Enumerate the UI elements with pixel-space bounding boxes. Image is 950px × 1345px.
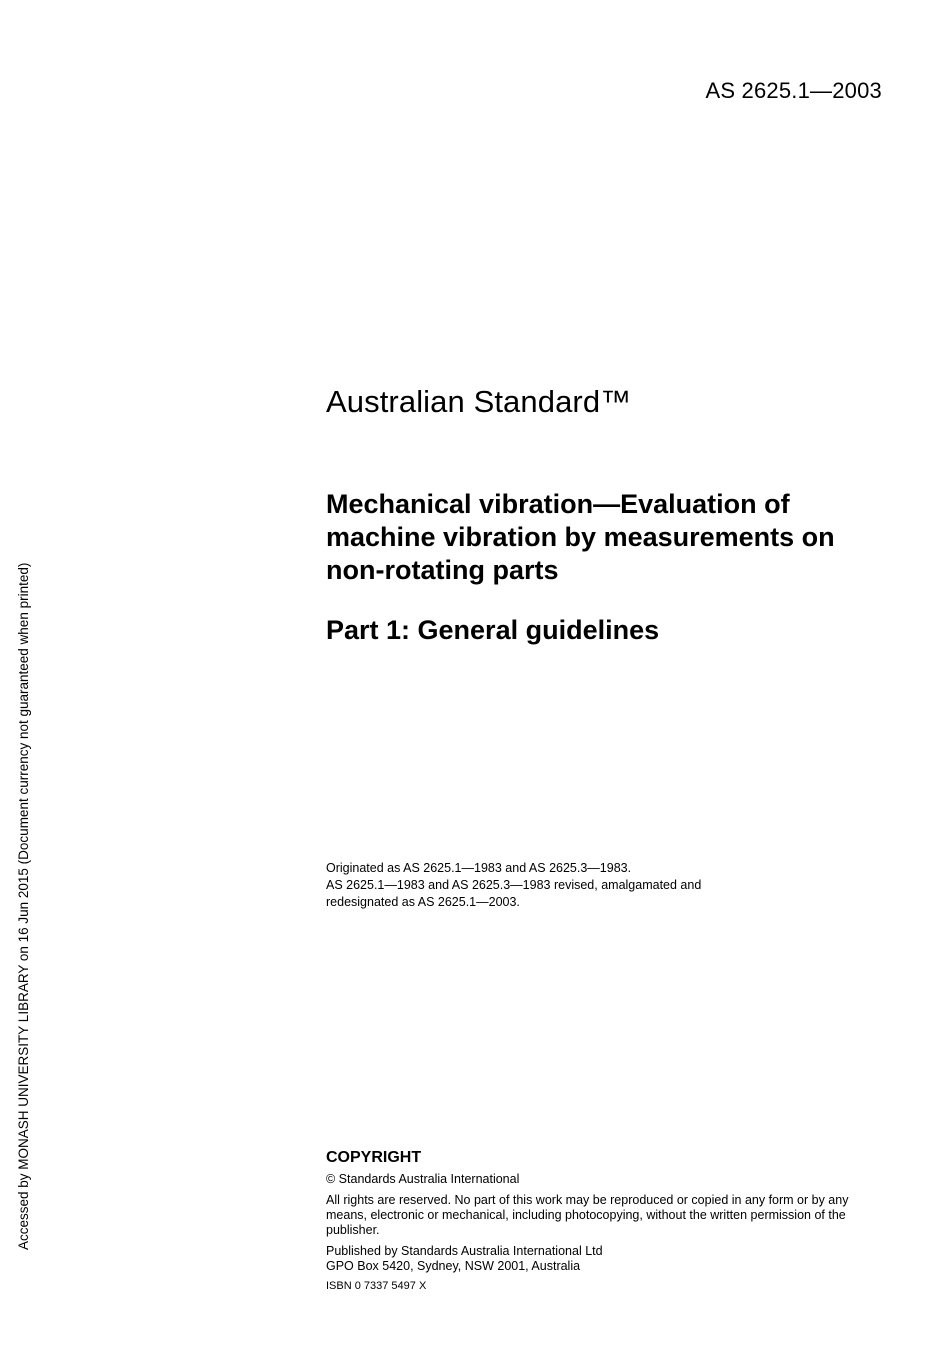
brand-label: Australian Standard™ bbox=[326, 384, 632, 419]
document-number: AS 2625.1—2003 bbox=[705, 78, 882, 103]
isbn: ISBN 0 7337 5497 X bbox=[326, 1280, 427, 1292]
origin-line: AS 2625.1—1983 and AS 2625.3—1983 revised, amalgamated and bbox=[326, 878, 702, 892]
part-title: Part 1: General guidelines bbox=[326, 615, 660, 645]
publisher-info bbox=[326, 1244, 886, 1274]
rights-line: means, electronic or mechanical, including photocopying, without the written permission of the bbox=[326, 1208, 846, 1222]
rights-line: publisher. bbox=[326, 1223, 380, 1237]
access-stamp: Accessed by MONASH UNIVERSITY LIBRARY on 16 Jun 2015 (Document currency not guaranteed when printed) bbox=[16, 562, 31, 1250]
copyright-holder: © Standards Australia International bbox=[326, 1172, 520, 1186]
publisher-line: Published by Standards Australia International Ltd bbox=[326, 1244, 603, 1258]
origin-line: Originated as AS 2625.1—1983 and AS 2625.3—1983. bbox=[326, 861, 632, 875]
document-title bbox=[326, 488, 896, 587]
title-line: machine vibration by measurements on bbox=[326, 522, 835, 552]
copyright-heading: COPYRIGHT bbox=[326, 1149, 422, 1166]
title-line: Mechanical vibration—Evaluation of bbox=[326, 489, 790, 519]
origin-note bbox=[326, 860, 896, 911]
rights-line: All rights are reserved. No part of this work may be reproduced or copied in any form or by any bbox=[326, 1193, 849, 1207]
rights-statement bbox=[326, 1193, 886, 1238]
publisher-line: GPO Box 5420, Sydney, NSW 2001, Australia bbox=[326, 1259, 581, 1273]
origin-line: redesignated as AS 2625.1—2003. bbox=[326, 895, 520, 909]
copyright-section bbox=[326, 1149, 886, 1292]
title-line: non-rotating parts bbox=[326, 555, 559, 585]
